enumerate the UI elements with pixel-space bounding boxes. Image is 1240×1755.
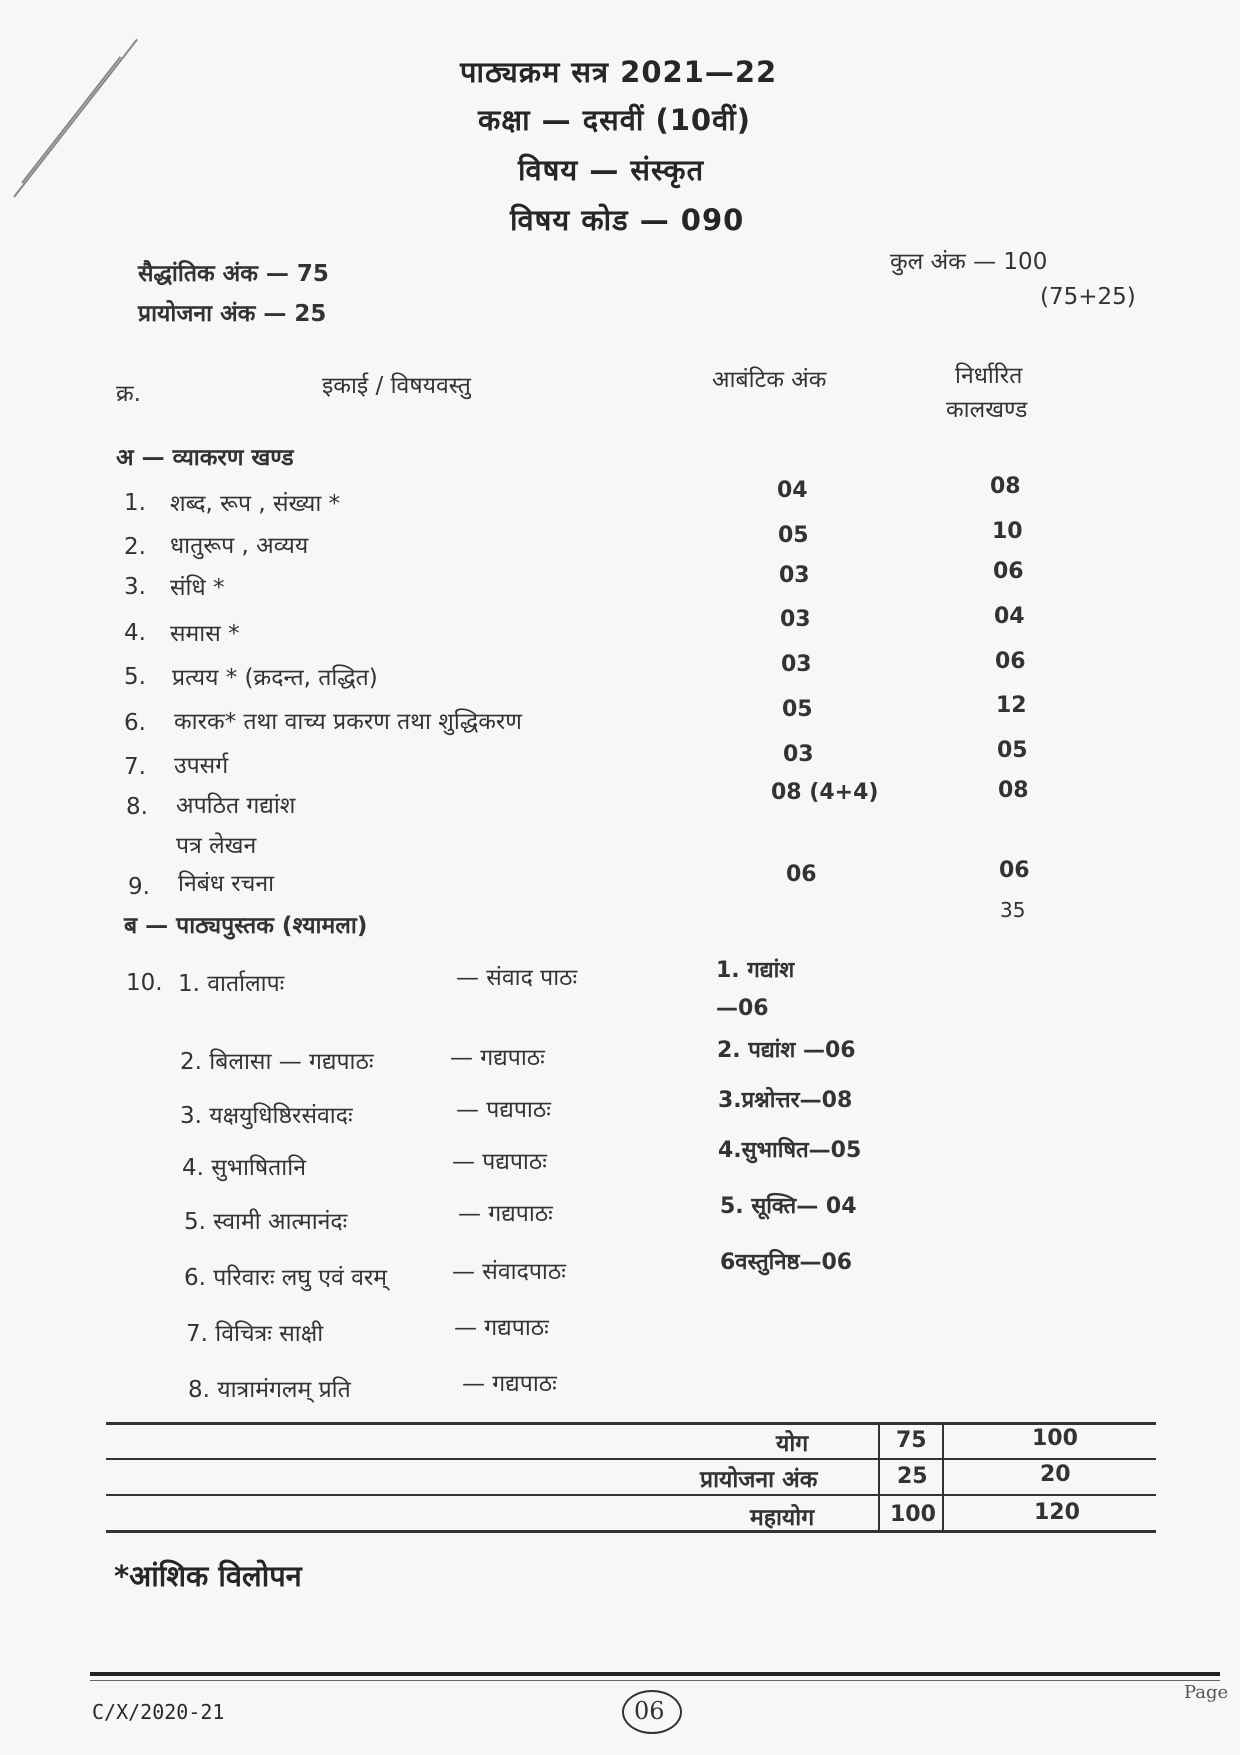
col-allotted-marks: आबंटिक अंक bbox=[712, 367, 827, 393]
lesson-marks: 6वस्तुनिष्ठ—06 bbox=[720, 1250, 853, 1275]
row-number: 5. bbox=[124, 664, 146, 690]
row-number: 2. bbox=[124, 534, 146, 560]
row-topic: अपठित गद्यांश bbox=[176, 793, 296, 819]
row-periods: 05 bbox=[997, 738, 1028, 763]
title-class: कक्षा — दसवीं (10वीं) bbox=[478, 103, 752, 137]
totals-marks: 75 bbox=[896, 1428, 927, 1453]
col-sno: क्र. bbox=[116, 381, 141, 407]
row-topic: उपसर्ग bbox=[174, 753, 229, 779]
lesson-type: — गद्यपाठः bbox=[462, 1371, 557, 1397]
totals-marks: 25 bbox=[897, 1464, 928, 1489]
footer-code: C/X/2020-21 bbox=[92, 1700, 225, 1724]
row-topic: समास * bbox=[170, 621, 240, 647]
lesson-name: 2. बिलासा — गद्यपाठः bbox=[180, 1049, 374, 1075]
total-breakdown: (75+25) bbox=[1040, 284, 1136, 310]
row-periods: 06 bbox=[995, 649, 1026, 674]
lesson-type: — गद्यपाठः bbox=[458, 1201, 553, 1227]
totals-label: योग bbox=[776, 1431, 809, 1457]
lesson-name: 6. परिवारः लघु एवं वरम् bbox=[184, 1265, 388, 1291]
row-marks: 03 bbox=[780, 607, 811, 632]
row-number: 4. bbox=[124, 620, 146, 646]
col-unit: इकाई / विषयवस्तु bbox=[322, 373, 471, 399]
total-marks: कुल अंक — 100 bbox=[890, 249, 1048, 275]
row-number: 1. bbox=[124, 490, 146, 516]
lesson-marks: 5. सूक्ति— 04 bbox=[720, 1194, 857, 1219]
footer-rule bbox=[90, 1672, 1220, 1676]
row-periods: 06 bbox=[993, 559, 1024, 584]
row-topic: पत्र लेखन bbox=[176, 833, 257, 859]
lesson-type: — संवाद पाठः bbox=[456, 965, 578, 991]
lesson-name: 4. सुभाषितानि bbox=[182, 1155, 306, 1181]
totals-periods: 120 bbox=[1034, 1500, 1080, 1525]
section-b-periods: 35 bbox=[1000, 898, 1026, 922]
lesson-type: — गद्यपाठः bbox=[454, 1315, 549, 1341]
table-rule bbox=[106, 1494, 1156, 1496]
row-marks: 08 (4+4) bbox=[771, 780, 879, 805]
lesson-marks: 1. गद्यांश bbox=[716, 958, 795, 983]
footer-rule-thin bbox=[90, 1680, 1220, 1681]
row-marks: 05 bbox=[782, 697, 813, 722]
row-number: 9. bbox=[128, 874, 150, 900]
lesson-name: 1. वार्तालापः bbox=[178, 971, 285, 997]
row-marks: 05 bbox=[778, 523, 809, 548]
lesson-name: 7. विचित्रः साक्षी bbox=[186, 1321, 324, 1347]
row-topic: निबंध रचना bbox=[178, 871, 275, 897]
section-b-title: ब — पाठ्यपुस्तक (श्यामला) bbox=[124, 913, 368, 939]
lesson-type: — गद्यपाठः bbox=[450, 1045, 545, 1071]
row-periods: 12 bbox=[996, 693, 1027, 718]
row-topic: शब्द, रूप , संख्या * bbox=[170, 491, 341, 517]
theory-marks: सैद्धांतिक अंक — 75 bbox=[138, 261, 329, 287]
col-period-line1: निर्धारित bbox=[955, 363, 1023, 389]
row-number: 7. bbox=[124, 754, 146, 780]
totals-periods: 20 bbox=[1040, 1462, 1071, 1487]
row-periods: 08 bbox=[990, 474, 1021, 499]
row-topic: प्रत्यय * (क्रदन्त, तद्धित) bbox=[172, 665, 378, 691]
lesson-type: — पद्यपाठः bbox=[452, 1149, 547, 1175]
project-marks: प्रायोजना अंक — 25 bbox=[138, 301, 327, 327]
page-label: Page bbox=[1184, 1682, 1229, 1703]
row-topic: कारक* तथा वाच्य प्रकरण तथा शुद्धिकरण bbox=[174, 709, 522, 735]
page-number: 06 bbox=[634, 1697, 665, 1725]
row-periods: 06 bbox=[999, 858, 1030, 883]
row-marks: 06 bbox=[786, 862, 817, 887]
row-number: 10. bbox=[126, 970, 163, 996]
row-periods: 04 bbox=[994, 604, 1025, 629]
row-periods: 10 bbox=[992, 519, 1023, 544]
scan-mark bbox=[13, 39, 138, 198]
lesson-name: 3. यक्षयुधिष्ठिरसंवादः bbox=[180, 1103, 353, 1129]
row-periods: 08 bbox=[998, 778, 1029, 803]
lesson-marks: 2. पद्यांश —06 bbox=[717, 1038, 856, 1063]
title-session: पाठ्यक्रम सत्र 2021—22 bbox=[460, 55, 778, 89]
lesson-marks: —06 bbox=[716, 996, 769, 1021]
row-marks: 04 bbox=[777, 478, 808, 503]
row-marks: 03 bbox=[783, 742, 814, 767]
lesson-type: — संवादपाठः bbox=[452, 1259, 566, 1285]
totals-marks: 100 bbox=[890, 1502, 936, 1527]
title-subject-code: विषय कोड — 090 bbox=[510, 203, 745, 237]
row-marks: 03 bbox=[781, 652, 812, 677]
row-number: 3. bbox=[124, 574, 146, 600]
title-subject: विषय — संस्कृत bbox=[518, 153, 705, 187]
lesson-marks: 3.प्रश्नोत्तर—08 bbox=[718, 1088, 853, 1113]
totals-label: महायोग bbox=[750, 1505, 815, 1531]
col-period-line2: कालखण्ड bbox=[946, 397, 1028, 423]
totals-label: प्रायोजना अंक bbox=[700, 1467, 818, 1493]
footnote: *आंशिक विलोपन bbox=[114, 1559, 302, 1593]
table-rule bbox=[106, 1422, 1156, 1425]
lesson-name: 8. यात्रामंगलम् प्रति bbox=[188, 1377, 351, 1403]
lesson-name: 5. स्वामी आत्मानंदः bbox=[184, 1209, 348, 1235]
lesson-marks: 4.सुभाषित—05 bbox=[718, 1138, 862, 1163]
lesson-type: — पद्यपाठः bbox=[456, 1097, 551, 1123]
row-number: 8. bbox=[126, 794, 148, 820]
row-marks: 03 bbox=[779, 563, 810, 588]
row-topic: धातुरूप , अव्यय bbox=[170, 533, 309, 559]
row-number: 6. bbox=[124, 710, 146, 736]
table-divider bbox=[942, 1422, 944, 1532]
totals-periods: 100 bbox=[1032, 1426, 1078, 1451]
section-a-title: अ — व्याकरण खण्ड bbox=[116, 445, 294, 471]
table-rule bbox=[106, 1530, 1156, 1533]
scan-mark bbox=[21, 56, 121, 183]
row-topic: संधि * bbox=[170, 575, 225, 601]
table-rule bbox=[106, 1458, 1156, 1460]
table-divider bbox=[878, 1422, 880, 1532]
